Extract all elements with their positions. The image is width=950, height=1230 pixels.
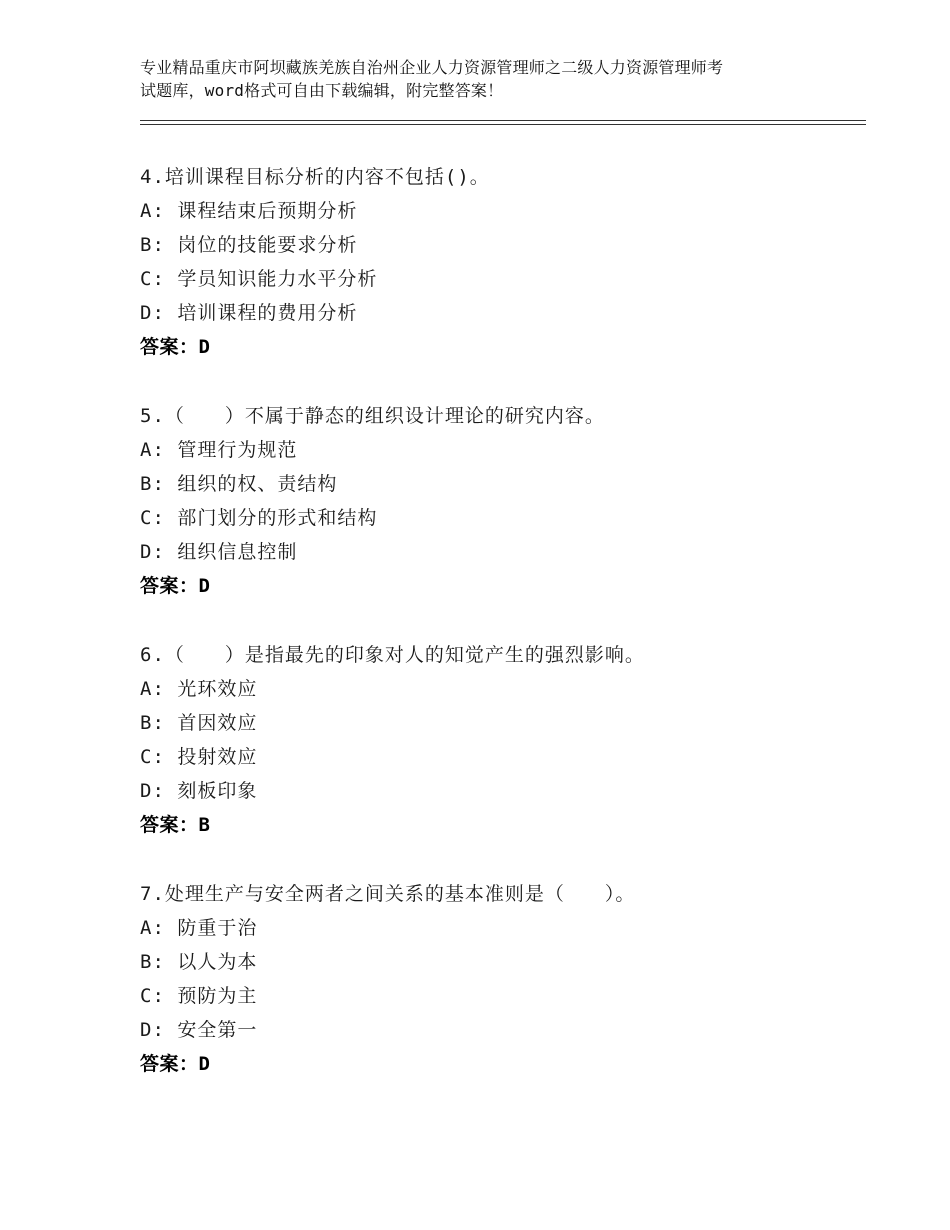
option-b: B: 岗位的技能要求分析 bbox=[140, 234, 358, 256]
option-b: B: 首因效应 bbox=[140, 712, 258, 734]
header-line-2: 试题库，word格式可自由下载编辑，附完整答案！ bbox=[140, 81, 504, 100]
option-a: A: 管理行为规范 bbox=[140, 439, 298, 461]
answer-line: 答案：D bbox=[140, 336, 211, 358]
option-c: C: 部门划分的形式和结构 bbox=[140, 507, 378, 529]
option-d: D: 培训课程的费用分析 bbox=[140, 302, 358, 324]
option-b: B: 组织的权、责结构 bbox=[140, 473, 338, 495]
answer-line: 答案：D bbox=[140, 1053, 211, 1075]
question-7 bbox=[140, 877, 880, 1081]
question-stem: 7.处理生产与安全两者之间关系的基本准则是（ ）。 bbox=[140, 883, 636, 905]
question-stem: 6.（ ）是指最先的印象对人的知觉产生的强烈影响。 bbox=[140, 644, 645, 666]
header-divider bbox=[140, 120, 866, 125]
question-stem: 5.（ ）不属于静态的组织设计理论的研究内容。 bbox=[140, 405, 605, 427]
option-b: B: 以人为本 bbox=[140, 951, 258, 973]
question-4 bbox=[140, 160, 880, 364]
option-a: A: 光环效应 bbox=[140, 678, 258, 700]
document-header bbox=[140, 56, 830, 102]
question-6 bbox=[140, 638, 880, 842]
question-stem: 4.培训课程目标分析的内容不包括()。 bbox=[140, 166, 490, 188]
question-5 bbox=[140, 399, 880, 603]
option-c: C: 学员知识能力水平分析 bbox=[140, 268, 378, 290]
option-d: D: 刻板印象 bbox=[140, 780, 258, 802]
option-a: A: 课程结束后预期分析 bbox=[140, 200, 358, 222]
option-d: D: 组织信息控制 bbox=[140, 541, 298, 563]
header-line-1: 专业精品重庆市阿坝藏族羌族自治州企业人力资源管理师之二级人力资源管理师考 bbox=[140, 58, 724, 77]
option-a: A: 防重于治 bbox=[140, 917, 258, 939]
option-c: C: 投射效应 bbox=[140, 746, 258, 768]
answer-line: 答案：D bbox=[140, 575, 211, 597]
option-c: C: 预防为主 bbox=[140, 985, 258, 1007]
answer-line: 答案：B bbox=[140, 814, 211, 836]
option-d: D: 安全第一 bbox=[140, 1019, 258, 1041]
